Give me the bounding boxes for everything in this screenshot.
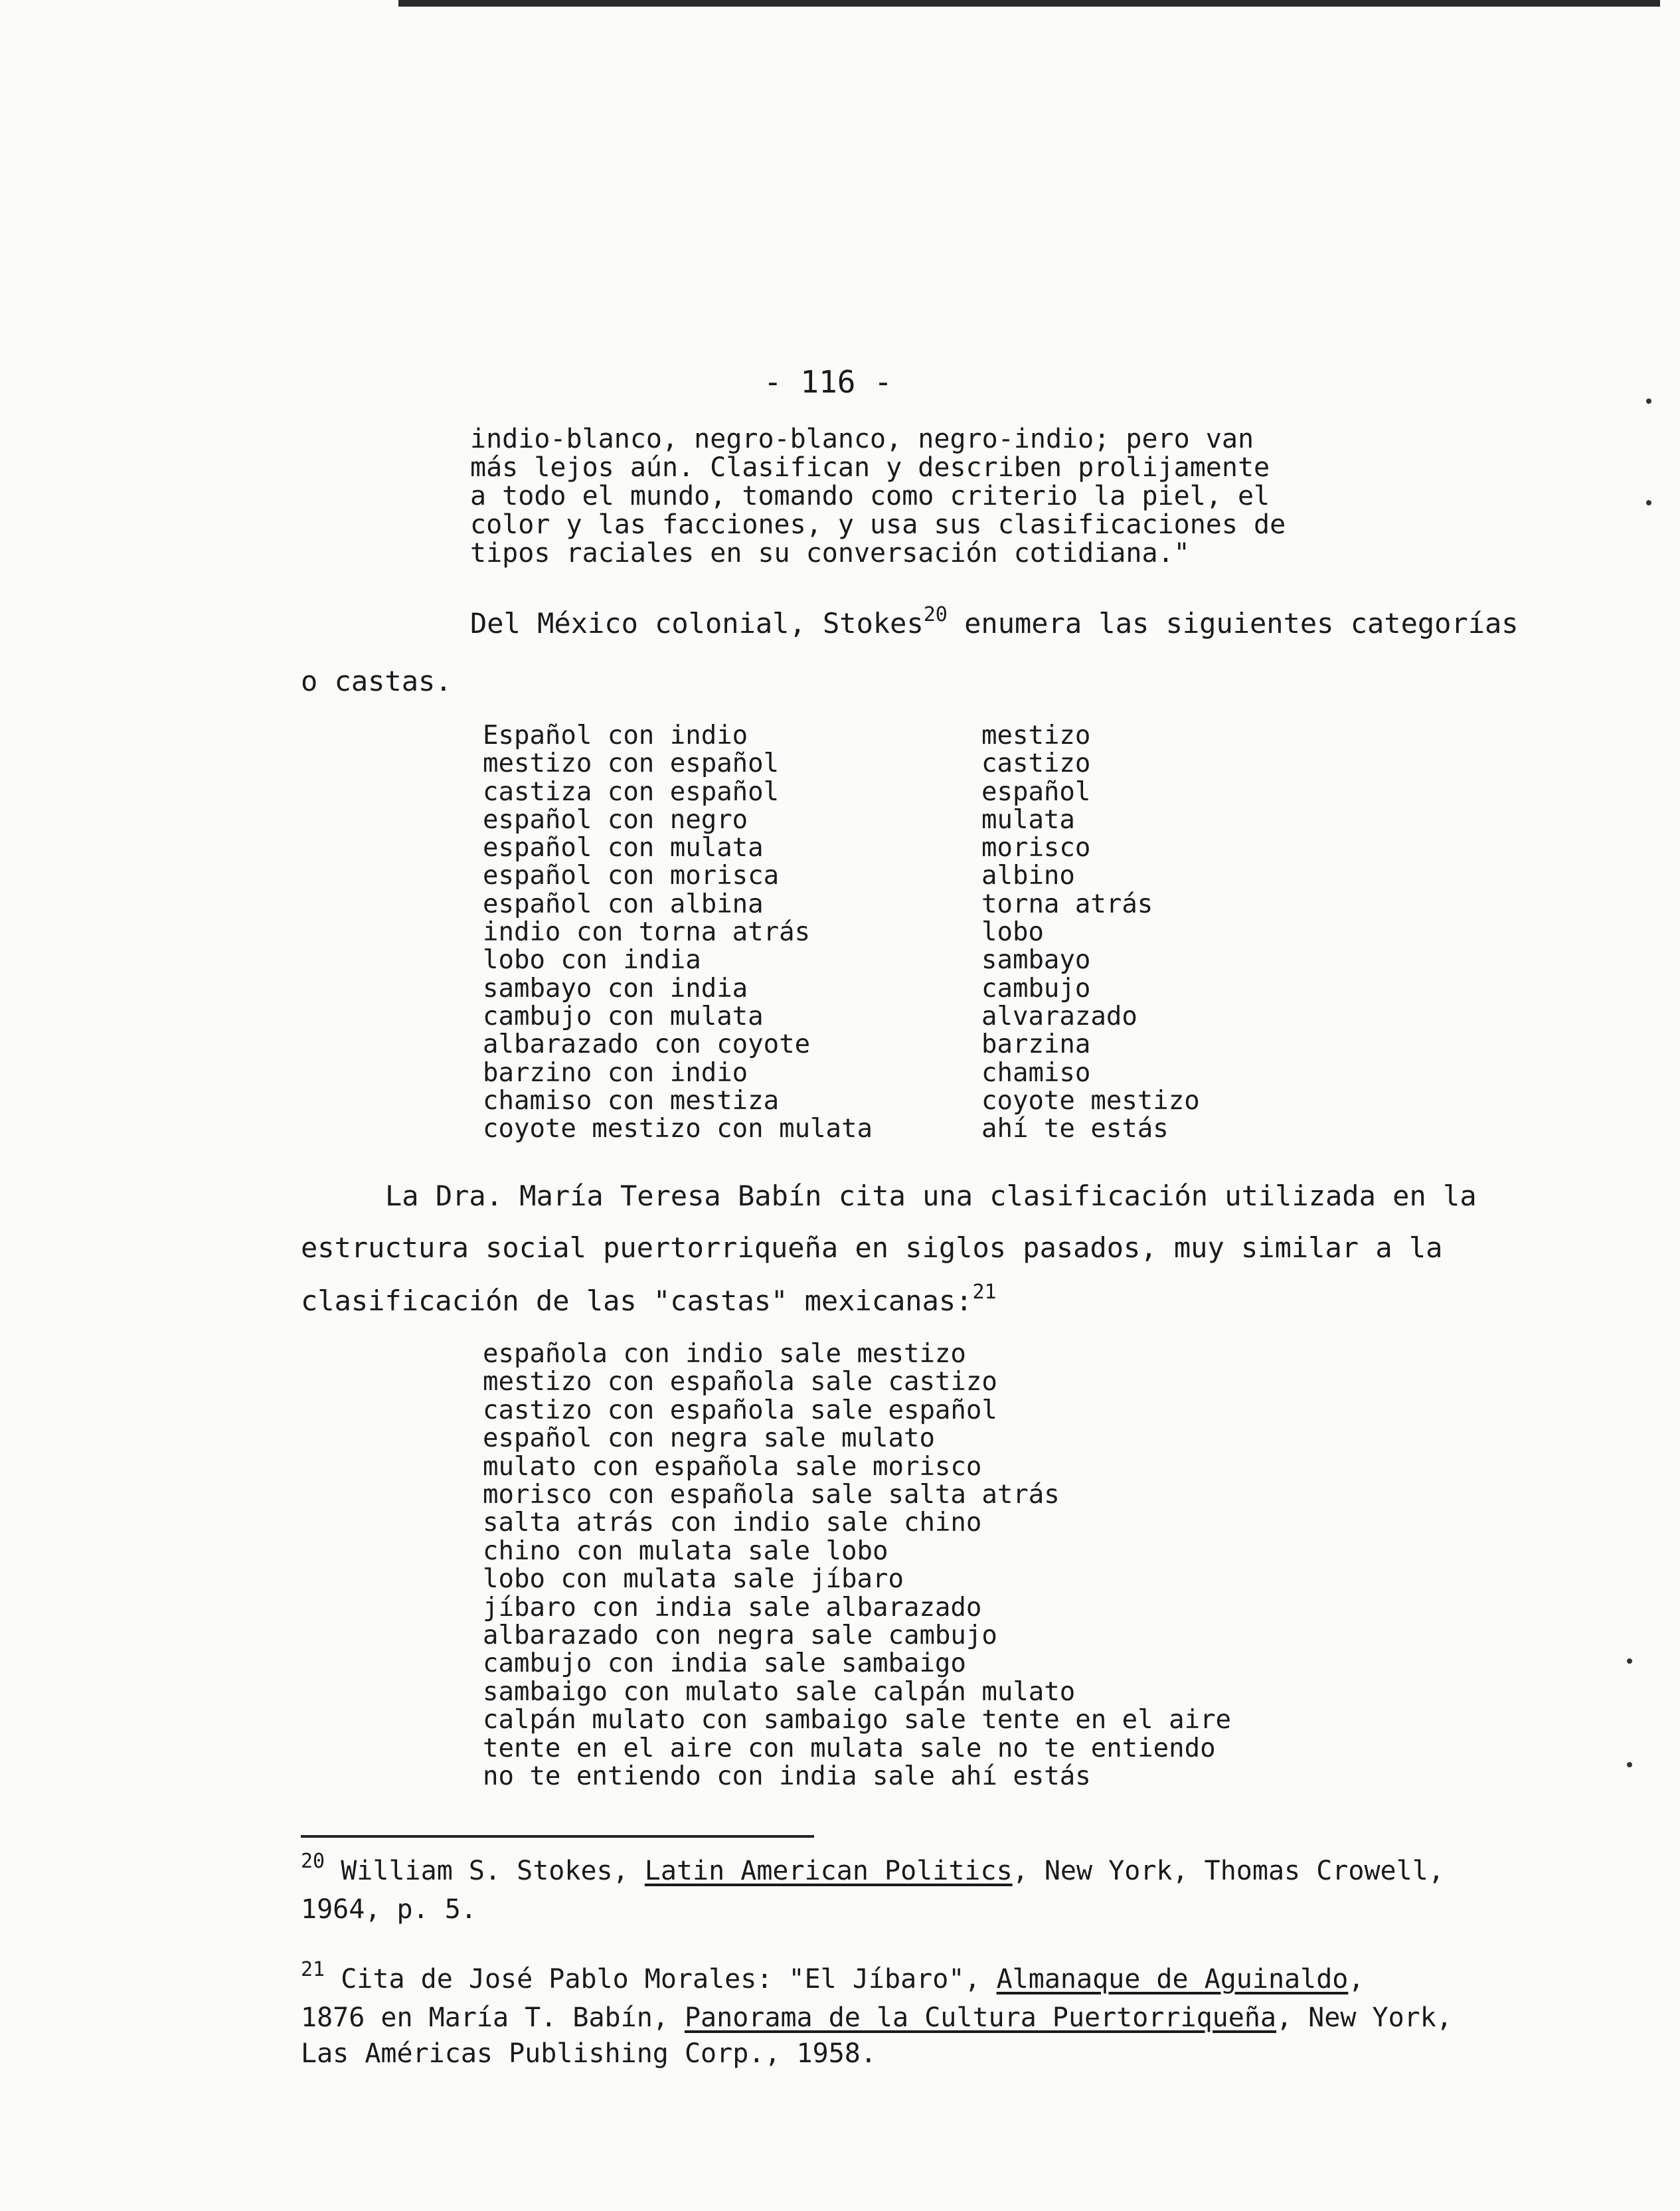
list-item: ahí te estás <box>981 1114 1169 1144</box>
list-item: castizo <box>981 749 1091 779</box>
paragraph-babin-line1: La Dra. María Teresa Babín cita una clasificación utilizada en la <box>385 1180 1477 1212</box>
paragraph-stokes-line2: o castas. <box>301 665 452 697</box>
quote-line: tipos raciales en su conversación cotidiana." <box>470 538 1190 569</box>
list-item: no te entiendo con india sale ahí estás <box>483 1761 1091 1792</box>
list-item: salta atrás con indio sale chino <box>483 1508 982 1538</box>
quote-line: color y las facciones, y usa sus clasificaciones de <box>470 509 1286 540</box>
footnote-ref-21: 21 <box>972 1281 997 1304</box>
list-item: cambujo con mulata <box>483 1001 764 1031</box>
quote-line: a todo el mundo, tomando como criterio la piel, el <box>470 481 1270 511</box>
list-item: sambaigo con mulato sale calpán mulato <box>483 1676 1076 1707</box>
list-item: alvarazado <box>981 1001 1137 1031</box>
list-item: castizo con española sale español <box>483 1395 997 1425</box>
list-item: mestizo con española sale castizo <box>483 1367 997 1397</box>
block-quote <box>470 425 1286 568</box>
list-item: chamiso con mestiza <box>483 1085 780 1116</box>
list-item: mulato con española sale morisco <box>483 1451 982 1482</box>
list-item: español con mulata <box>483 833 764 863</box>
quote-line: indio-blanco, negro-blanco, negro-indio; pero van <box>470 424 1254 454</box>
list-item: español con negro <box>483 804 748 835</box>
list-item: español con negra sale mulato <box>483 1423 935 1454</box>
quote-line: más lejos aún. Clasifican y describen prolijamente <box>470 452 1270 483</box>
list-item: cambujo con india sale sambaigo <box>483 1648 966 1679</box>
castas-list-left <box>483 722 873 1143</box>
list-item: coyote mestizo con mulata <box>483 1114 873 1144</box>
footnote-separator <box>301 1835 814 1838</box>
list-item: lobo con india <box>483 945 701 976</box>
book-title: Panorama de la Cultura Puertorriqueña <box>684 2002 1277 2033</box>
list-item: española con indio sale mestizo <box>483 1339 966 1369</box>
list-item: albarazado con coyote <box>483 1029 811 1060</box>
book-title: Almanaque de Aguinaldo <box>996 1964 1349 1994</box>
paragraph-babin-line3: clasificación de las "castas" mexicanas:$^{21}$ <box>301 1281 997 1317</box>
list-item: mulata <box>981 804 1075 835</box>
paragraph-babin-line2: estructura social puertorriqueña en siglos pasados, muy similar a la <box>301 1231 1443 1264</box>
list-item: Español con indio <box>483 721 748 751</box>
list-item: cambujo <box>981 973 1091 1004</box>
list-item: sambayo <box>981 945 1091 976</box>
list-item: albarazado con negra sale cambujo <box>483 1621 997 1651</box>
paragraph-stokes-line1: Del México colonial, Stokes$^{20}$ enumera las siguientes categorías <box>470 603 1519 640</box>
footnote-21: $^{21}$ Cita de José Pablo Morales: "El Jíbaro", Almanaque de Aguinaldo, 1876 en María T. Babín, Panorama de la Cultura Puertorriqueña, New York, Las Américas Publishing Corp., 1958. <box>301 1958 1452 2069</box>
list-item: barzino con indio <box>483 1057 748 1088</box>
list-item: chino con mulata sale lobo <box>483 1536 888 1566</box>
list-item: torna atrás <box>981 889 1153 919</box>
list-item: sambayo con india <box>483 973 748 1004</box>
page-number: - 116 - <box>764 364 892 400</box>
list-item: indio con torna atrás <box>483 917 811 948</box>
list-item: morisco <box>981 833 1091 863</box>
list-item: mestizo con español <box>483 749 780 779</box>
list-item: mestizo <box>981 721 1091 751</box>
list-item: español <box>981 776 1091 807</box>
puerto-rico-castas-list <box>483 1340 1231 1791</box>
list-item: lobo con mulata sale jíbaro <box>483 1564 904 1595</box>
list-item: albino <box>981 861 1075 891</box>
list-item: español con morisca <box>483 861 780 891</box>
footnote-ref-20: 20 <box>923 603 948 626</box>
list-item: coyote mestizo <box>981 1085 1200 1116</box>
list-item: español con albina <box>483 889 764 919</box>
list-item: barzina <box>981 1029 1091 1060</box>
list-item: chamiso <box>981 1057 1091 1088</box>
book-title: Latin American Politics <box>644 1856 1013 1886</box>
list-item: lobo <box>981 917 1044 948</box>
list-item: morisco con española sale salta atrás <box>483 1480 1060 1510</box>
list-item: castiza con español <box>483 776 780 807</box>
list-item: tente en el aire con mulata sale no te entiendo <box>483 1733 1216 1763</box>
list-item: calpán mulato con sambaigo sale tente en el aire <box>483 1705 1232 1735</box>
list-item: jíbaro con india sale albarazado <box>483 1592 982 1623</box>
castas-list-right <box>981 722 1200 1143</box>
footnote-20: $^{20}$ William S. Stokes, Latin American Politics, New York, Thomas Crowell, 1964, p. 5. <box>301 1850 1444 1925</box>
top-edge-rule <box>398 0 1660 7</box>
